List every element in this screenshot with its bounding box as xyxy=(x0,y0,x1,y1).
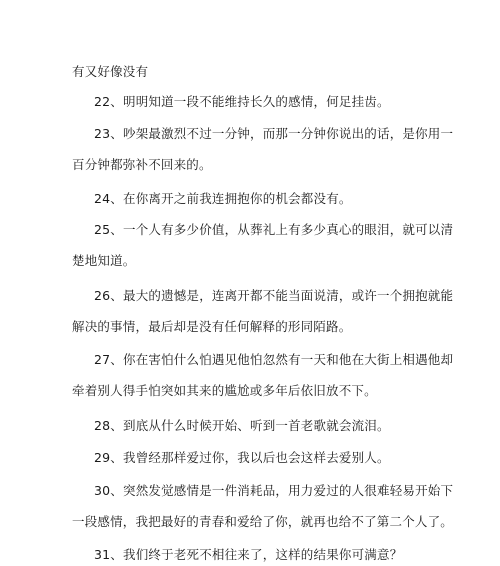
item-30: 30、突然发觉感情是一件消耗品，用力爱过的人很难轻易开始下 xyxy=(94,483,454,498)
item-29: 29、我曾经那样爱过你，我以后也会这样去爱别人。 xyxy=(94,450,390,465)
text-line: 牵着别人得手怕突如其来的尴尬或多年后依旧放不下。 xyxy=(72,383,377,398)
item-28: 28、到底从什么时候开始、听到一首老歌就会流泪。 xyxy=(94,418,390,433)
item-22: 22、明明知道一段不能维持长久的感情，何足挂齿。 xyxy=(94,94,390,109)
text-line: 一段感情，我把最好的青春和爱给了你，就再也给不了第二个人了。 xyxy=(72,514,454,529)
item-27: 27、你在害怕什么怕遇见他怕忽然有一天和他在大街上相遇他却 xyxy=(94,352,454,367)
item-26: 26、最大的遗憾是，连离开都不能当面说清，或许一个拥抱就能 xyxy=(94,288,454,303)
text-line: 解决的事情，最后却是没有任何解释的形同陌路。 xyxy=(72,319,352,334)
item-24: 24、在你离开之前我连拥抱你的机会都没有。 xyxy=(94,191,352,206)
text-line: 楚地知道。 xyxy=(72,253,136,268)
item-31: 31、我们终于老死不相往来了，这样的结果你可满意？ xyxy=(94,547,403,562)
item-25: 25、一个人有多少价值，从葬礼上有多少真心的眼泪，就可以清 xyxy=(94,222,454,237)
text-line: 有又好像没有 xyxy=(72,64,149,79)
text-line: 百分钟都弥补不回来的。 xyxy=(72,157,212,172)
item-23: 23、吵架最激烈不过一分钟，而那一分钟你说出的话，是你用一 xyxy=(94,126,454,141)
